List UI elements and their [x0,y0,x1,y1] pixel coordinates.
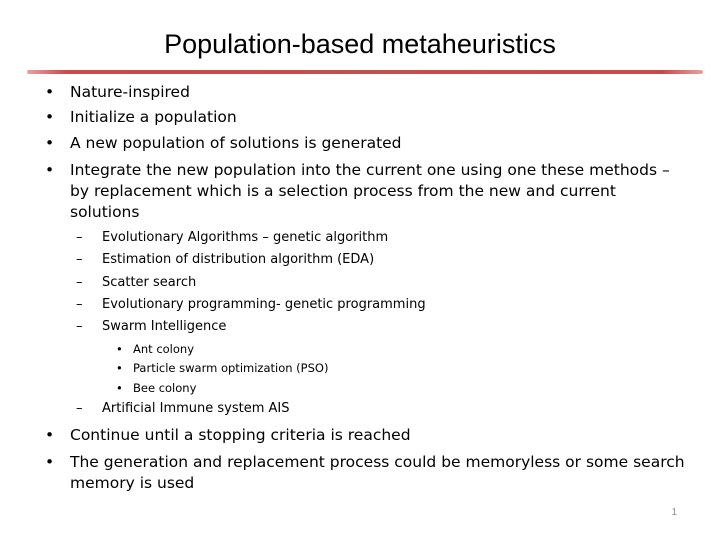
sub-bullet-item [76,274,676,292]
bullet-marker: • [45,83,55,101]
sub-bullet-item [76,400,676,418]
bullet-marker: • [45,108,55,126]
bullet-marker: • [45,161,55,179]
bullet-text: Initialize a population [70,108,237,126]
sub-bullet-text: Swarm Intelligence [102,319,227,334]
sub-bullet-marker: – [76,252,83,267]
sub-sub-bullet-text: Particle swarm optimization (PSO) [133,361,329,375]
sub-sub-bullet-marker: • [116,361,123,375]
sub-sub-bullet-marker: • [116,381,123,395]
bullet-item [45,133,685,154]
bullet-text: Integrate the new population into the current one using one these methods – by replacement which is a selection process from the new and current solutions [70,161,670,221]
sub-sub-bullet-item [116,341,676,357]
sub-bullet-item [76,296,676,314]
sub-bullet-item [76,318,676,336]
sub-sub-bullet-item [116,380,676,396]
sub-bullet-marker: – [76,297,83,312]
sub-bullet-item [76,229,676,247]
sub-bullet-text: Artificial Immune system AIS [102,401,290,416]
sub-sub-bullet-text: Bee colony [133,381,197,395]
page-number: 1 [671,507,677,518]
sub-bullet-text: Evolutionary programming- genetic programming [102,297,426,312]
bullet-item [45,452,685,494]
sub-bullet-item [76,251,676,269]
sub-bullet-marker: – [76,275,83,290]
sub-sub-bullet-text: Ant colony [133,342,195,356]
slide-title: Population-based metaheuristics [164,29,556,59]
bullet-marker: • [45,426,55,444]
sub-bullet-text: Scatter search [102,275,197,290]
bullet-text: A new population of solutions is generated [70,134,402,152]
bullet-item [45,160,685,223]
sub-bullet-marker: – [76,319,83,334]
bullet-marker: • [45,453,55,471]
bullet-marker: • [45,134,55,152]
bullet-item [45,82,685,103]
bullet-item [45,425,685,446]
sub-bullet-marker: – [76,401,83,416]
sub-sub-bullet-marker: • [116,342,123,356]
sub-bullet-marker: – [76,230,83,245]
bullet-text: Nature-inspired [70,83,190,101]
bullet-text: Continue until a stopping criteria is reached [70,426,411,444]
sub-sub-bullet-item [116,360,676,376]
bullet-text: The generation and replacement process could be memoryless or some search memory is used [70,453,685,492]
bullet-item [45,107,685,128]
sub-bullet-text: Estimation of distribution algorithm (EDA) [102,252,375,267]
sub-bullet-text: Evolutionary Algorithms – genetic algorithm [102,230,389,245]
